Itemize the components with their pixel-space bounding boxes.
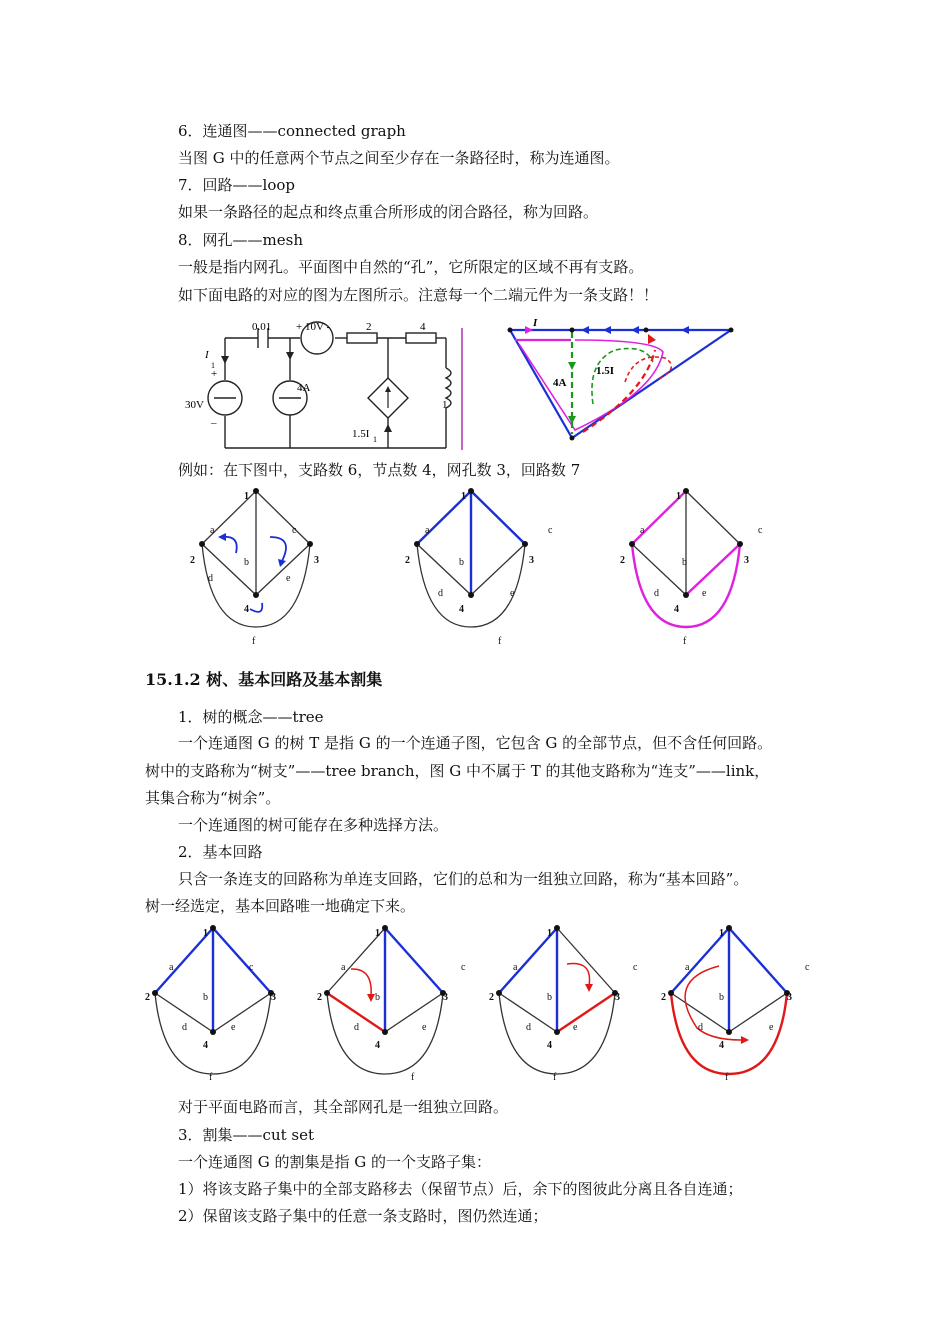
svg-text:1: 1: [375, 928, 380, 939]
basic-loop-p3b: 树一经选定，基本回路唯一地确定下来。: [145, 897, 416, 915]
graph-b: [417, 491, 525, 627]
svg-text:b: b: [547, 992, 552, 1003]
svg-text:4: 4: [719, 1040, 724, 1051]
svg-text:c: c: [461, 962, 466, 973]
svg-text:3: 3: [787, 992, 792, 1003]
s6-body: 当图 G 中的任意两个节点之间至少存在一条路径时，称为连通图。: [178, 149, 620, 167]
basic-loop-p3a: 只含一条连支的回路称为单连支回路，它们的总和为一组独立回路，称为“基本回路”。: [178, 870, 749, 888]
svg-text:d: d: [438, 588, 443, 599]
arrow-left-icon: [525, 326, 533, 334]
cap-label: 0.01: [252, 321, 272, 333]
svg-text:4: 4: [459, 604, 464, 615]
svg-text:d: d: [354, 1022, 359, 1033]
svg-text:2: 2: [190, 555, 195, 566]
svg-text:d: d: [526, 1022, 531, 1033]
s8-body-1: 一般是指内网孔。平面图中自然的“孔”，它所限定的区域不再有支路。: [178, 258, 644, 276]
svg-text:c: c: [292, 525, 297, 536]
svg-text:e: e: [231, 1022, 236, 1033]
s7-title: 7．回路——loop: [178, 176, 296, 194]
i1-sub: 1: [211, 361, 215, 370]
svg-text:c: c: [805, 962, 810, 973]
svg-text:a: a: [685, 962, 690, 973]
svg-text:c: c: [249, 962, 254, 973]
tree-p2: 一个连通图的树可能存在多种选择方法。: [178, 816, 449, 834]
svg-text:d: d: [208, 573, 213, 584]
svg-text:a: a: [169, 962, 174, 973]
svg-text:d: d: [654, 588, 659, 599]
circuit-diagram: [180, 318, 460, 458]
svg-text:3: 3: [744, 555, 749, 566]
arrow-down-icon: [286, 352, 294, 360]
example-line: 例如：在下图中，支路数 6，节点数 4，网孔数 3，回路数 7: [178, 461, 581, 479]
svg-text:e: e: [573, 1022, 578, 1033]
svg-text:e: e: [422, 1022, 427, 1033]
svg-text:f: f: [498, 636, 502, 647]
svg-text:e: e: [769, 1022, 774, 1033]
svg-text:a: a: [425, 525, 430, 536]
cutset-p6: 1）将该支路子集中的全部支路移去（保留节点）后，余下的图彼此分离且各自连通；: [178, 1180, 743, 1198]
svg-text:d: d: [698, 1022, 703, 1033]
svg-text:1: 1: [547, 928, 552, 939]
svg-text:4: 4: [203, 1040, 208, 1051]
svg-text:b: b: [682, 557, 687, 568]
svg-text:f: f: [683, 636, 687, 647]
cutset-p5: 一个连通图 G 的割集是指 G 的一个支路子集：: [178, 1153, 492, 1171]
s8-body-2: 如下面电路的对应的图为左图所示。注意每一个二端元件为一条支路！！: [178, 286, 659, 304]
svg-text:b: b: [375, 992, 380, 1003]
svg-text:1: 1: [719, 928, 724, 939]
svg-text:2: 2: [405, 555, 410, 566]
dep-sub: 1: [373, 435, 377, 444]
svg-text:b: b: [244, 557, 249, 568]
l-label: 1: [442, 399, 448, 411]
cs-label: 4A: [297, 382, 311, 394]
svg-text:2: 2: [620, 555, 625, 566]
tree-p1c: 其集合称为“树余”。: [145, 789, 281, 807]
svg-text:1: 1: [676, 491, 681, 502]
svg-text:b: b: [719, 992, 724, 1003]
mesh-note: 对于平面电路而言，其全部网孔是一组独立回路。: [178, 1098, 509, 1116]
svg-text:4: 4: [375, 1040, 380, 1051]
basic-loop-title: 2．基本回路: [178, 843, 263, 861]
graph-cs-label: 4A: [553, 377, 567, 389]
tree-p1a: 一个连通图 G 的树 T 是指 G 的一个连通子图，它包含 G 的全部节点，但不含任何回路。: [178, 734, 773, 752]
svg-text:3: 3: [314, 555, 319, 566]
svg-text:4: 4: [547, 1040, 552, 1051]
svg-text:a: a: [210, 525, 215, 536]
svg-text:f: f: [411, 1072, 415, 1083]
s8-title: 8．网孔——mesh: [178, 231, 304, 249]
svg-text:4: 4: [244, 604, 249, 615]
svg-text:3: 3: [615, 992, 620, 1003]
r1-label: 2: [366, 321, 372, 333]
tree-title: 1．树的概念——tree: [178, 708, 324, 726]
s7-body: 如果一条路径的起点和终点重合所形成的闭合路径，称为回路。: [178, 203, 599, 221]
svg-text:f: f: [252, 636, 256, 647]
svg-text:3: 3: [271, 992, 276, 1003]
cutset-title: 3．割集——cut set: [178, 1126, 315, 1144]
svg-text:c: c: [548, 525, 553, 536]
svg-text:b: b: [459, 557, 464, 568]
plus-sign: +: [211, 368, 218, 380]
svg-text:2: 2: [489, 992, 494, 1003]
svg-text:3: 3: [529, 555, 534, 566]
svg-text:3: 3: [443, 992, 448, 1003]
cutset-p7: 2）保留该支路子集中的任意一条支路时，图仍然连通；: [178, 1207, 548, 1225]
svg-text:c: c: [633, 962, 638, 973]
tree-p1b: 树中的支路称为“树支”——tree branch，图 G 中不属于 T 的其他支路称为“连支”——link，: [145, 762, 770, 780]
svg-text:2: 2: [317, 992, 322, 1003]
svg-text:1: 1: [461, 491, 466, 502]
r2-label: 4: [420, 321, 426, 333]
svg-text:a: a: [341, 962, 346, 973]
minus-sign: –: [211, 417, 217, 429]
svg-text:b: b: [203, 992, 208, 1003]
arrow-up-icon: [384, 424, 392, 432]
svg-text:e: e: [286, 573, 291, 584]
current-arrow-icon: [221, 356, 229, 364]
svg-text:d: d: [182, 1022, 187, 1033]
circuit-graph-figure: [505, 317, 740, 447]
svg-text:e: e: [702, 588, 707, 599]
graph-dep-label: 1.5I: [596, 365, 615, 377]
graph-row-1: [180, 487, 940, 647]
svg-text:c: c: [758, 525, 763, 536]
svg-text:e: e: [510, 588, 515, 599]
svg-text:f: f: [725, 1072, 729, 1083]
dep-label: 1.5I: [352, 428, 370, 440]
svg-text:2: 2: [145, 992, 150, 1003]
vsrc-label: + 10V -: [296, 321, 331, 333]
svg-text:f: f: [553, 1072, 557, 1083]
svg-text:1: 1: [203, 928, 208, 939]
i1-label: I: [205, 349, 209, 361]
svg-text:f: f: [209, 1072, 213, 1083]
svg-text:1: 1: [244, 491, 249, 502]
svg-text:a: a: [513, 962, 518, 973]
s6-title: 6．连通图——connected graph: [178, 122, 406, 140]
svg-text:4: 4: [674, 604, 679, 615]
svg-text:a: a: [640, 525, 645, 536]
section-heading: 15.1.2 树、基本回路及基本割集: [145, 670, 383, 689]
svg-text:2: 2: [661, 992, 666, 1003]
src30-label: 30V: [185, 399, 204, 411]
graph-row-2: [145, 924, 825, 1084]
graph-i-label: I: [533, 317, 538, 329]
graph-a: [202, 491, 310, 627]
